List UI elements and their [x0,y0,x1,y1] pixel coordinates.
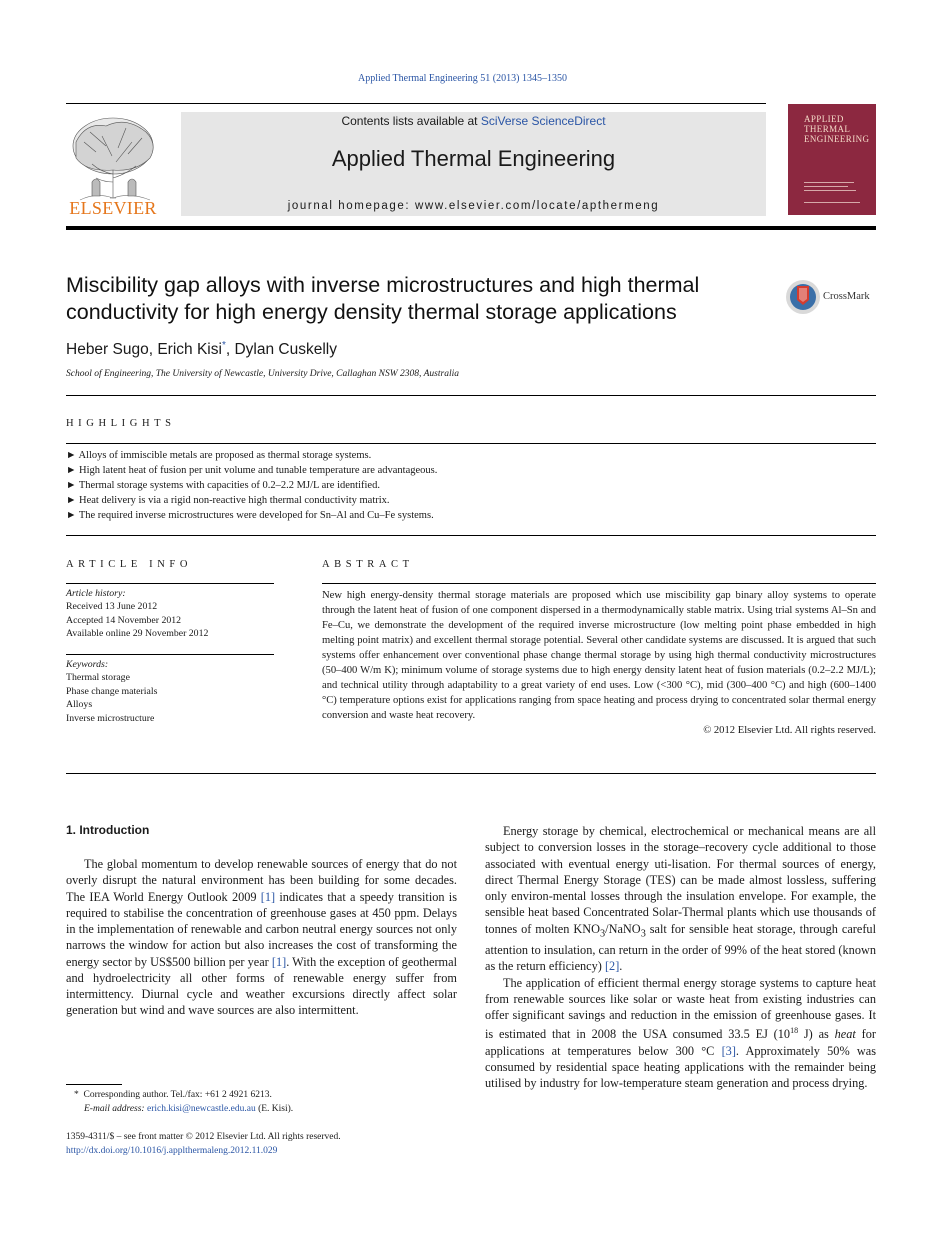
article-history [66,587,274,641]
footnote [66,1089,457,1116]
journal-homepage[interactable]: journal homepage: www.elsevier.com/locate/apthermeng [287,200,660,212]
affiliation: School of Engineering, The University of Newcastle, University Drive, Callaghan NSW 2308, Australia [66,369,459,379]
paragraph: The global momentum to develop renewable sources of energy that do not overly disrupt the natural environment has been building for some decades. The IEA World Energy Outlook 2009 [1] indicates that a speedy transition is required to stabilise the concentration of greenhouse gases at 450 ppm. Delays in the implementation of renewable and carbon neutral energy sources not only narrows the window for action but also increases the cost of transforming the energy sector by US$500 billion per year [1]. With the exception of geothermal and hydroelectricity all other forms of renewable energy suffer from intermittency. Diurnal cycle and weather excursions directly affect solar generation but wind and wave sources are also intermittent. [66,857,457,1018]
keyword: Thermal storage [66,672,130,684]
issn-line: 1359-4311/$ – see front matter © 2012 Elsevier Ltd. All rights reserved. [66,1132,341,1142]
citation-link[interactable]: [1] [260,889,276,904]
corresponding-author-note: * Corresponding author. Tel./fax: +61 2 4921 6213. [74,1090,272,1100]
keyword: Inverse microstructure [66,712,155,724]
header-top-rule [66,103,766,104]
email-link[interactable]: erich.kisi@newcastle.edu.au [146,1103,256,1114]
accepted-date: Accepted 14 November 2012 [66,614,182,626]
contents-available-line: Contents lists available at SciVerse ScienceDirect [341,114,606,128]
intro-left-column [66,856,457,1019]
journal-banner [181,112,766,216]
divider [66,535,876,536]
journal-reference[interactable]: Applied Thermal Engineering 51 (2013) 1345–1350 [358,73,567,84]
highlight-item: ► Alloys of immiscible metals are proposed as thermal storage systems. [66,450,372,461]
cover-title: APPLIED THERMAL ENGINEERING [804,114,870,144]
keywords-label: Keywords: [66,659,109,670]
crossmark-icon [785,279,821,315]
highlight-item: ► The required inverse microstructures were developed for Sn–Al and Cu–Fe systems. [66,510,434,521]
authors: Heber Sugo, Erich Kisi*, Dylan Cuskelly [66,340,337,359]
front-matter [66,1131,486,1158]
citation-link[interactable]: [3] [721,1043,736,1058]
corresponding-author-mark[interactable]: * [221,340,226,351]
online-date: Available online 29 November 2012 [66,628,209,640]
copyright-line: © 2012 Elsevier Ltd. All rights reserved. [703,725,876,736]
keyword: Alloys [66,699,93,711]
doi-link[interactable]: http://dx.doi.org/10.1016/j.applthermaleng.2012.11.029 [66,1145,278,1156]
received-date: Received 13 June 2012 [66,601,158,613]
divider [322,583,876,584]
intro-right-column [485,823,876,1092]
header-bottom-rule [66,226,876,230]
crossmark-badge[interactable] [785,279,877,315]
sciencedirect-link[interactable]: SciVerse ScienceDirect [480,114,606,128]
cover-decoration [804,182,854,183]
citation-link[interactable]: [2] [604,959,620,974]
divider [66,654,274,655]
divider [66,583,274,584]
elsevier-wordmark: ELSEVIER [69,198,157,218]
cover-decoration [804,186,848,187]
divider [66,443,876,444]
divider [66,773,876,774]
keyword: Phase change materials [66,685,158,697]
cover-decoration [804,202,860,203]
journal-cover[interactable] [788,104,876,215]
paragraph: The application of efficient thermal energy storage systems to capture heat from renewable sources like solar or waste heat from existing industries can offer significant savings and reduction in the emission of greenhouse gases. It is estimated that in 2008 the USA consumed 33.5 EJ ($10^{18}$ J) as heat for applications at temperatures below 300 °C [3]. Approximately 50% was consumed by residential space heating applications with the remainder being utilised by industry for low-temperature steam generation and process drying. [485,975,877,1091]
email-line: E-mail address: erich.kisi@newcastle.edu.au (E. Kisi). [84,1103,294,1114]
footnote-rule [66,1084,122,1085]
abstract [322,588,876,738]
paragraph: Energy storage by chemical, electrochemical or mechanical means are all subject to conversion losses in the storage–recovery cycle additional to those associated with eventual energy uti-lisation. For thermal sources of energy, direct Thermal Energy Storage (TES) can be made almost lossless, suffering only environ-mental losses through the insulation envelope. For example, the sensible heat based Concentrated Solar-Thermal plants which use thousands of tonnes of molten $KNO_3/NaNO_3$ salt for sensible heat storage, through careful attention to insulation, can return in the order of 99% of the heat stored (known as the return efficiency) [2]. [485,824,877,974]
highlights-list [66,448,876,523]
highlight-item: ► Thermal storage systems with capacities of 0.2–2.2 MJ/L are identified. [66,480,380,491]
highlight-item: ► High latent heat of fusion per unit volume and tunable temperature are advantageous. [66,465,438,476]
abstract-text: New high energy-density thermal storage materials are proposed which use miscibility gap binary alloy systems to operate through the latent heat of fusion of one component dispersed in a thermodynamically stable matrix. Using trial systems Al–Sn and Fe–Cu, we demonstrate the development of the required inverse microstructure (low melting point phase embedded in high melting point matrix) and excellent thermal storage potential. Several other candidate systems are discussed. It is argued that such systems offer enhancement over conventional phase change thermal storage by using high thermal conductivity microstructures (50–400 W/m K); minimum volume of storage systems due to high energy density latent heat of fusion materials (0.2–2.2 MJ/L); and technical utility through adaptability to a great variety of end uses. Low (<300 °C), mid (300–400 °C) and high (600–1400 °C) temperature options exist for applications ranging from space heating and process drying to concentrated solar thermal energy conversion and waste heat recovery. [322,590,876,721]
section-heading-introduction: 1. Introduction [66,823,150,837]
cover-decoration [804,190,856,191]
citation-link[interactable]: [1] [271,954,287,969]
crossmark-label: CrossMark [823,291,870,302]
highlights-heading: HIGHLIGHTS [66,418,176,429]
article-title: Miscibility gap alloys with inverse microstructures and high thermal conductivity for high energy density thermal storage applications [66,273,700,324]
article-history-label: Article history: [66,588,126,599]
abstract-heading: ABSTRACT [322,559,414,570]
divider [66,395,876,396]
article-info-heading: ARTICLE INFO [66,559,193,570]
elsevier-logo[interactable] [66,112,160,218]
journal-name: Applied Thermal Engineering [331,146,616,171]
keywords [66,658,274,725]
highlight-item: ► Heat delivery is via a rigid non-reactive high thermal conductivity matrix. [66,495,390,506]
